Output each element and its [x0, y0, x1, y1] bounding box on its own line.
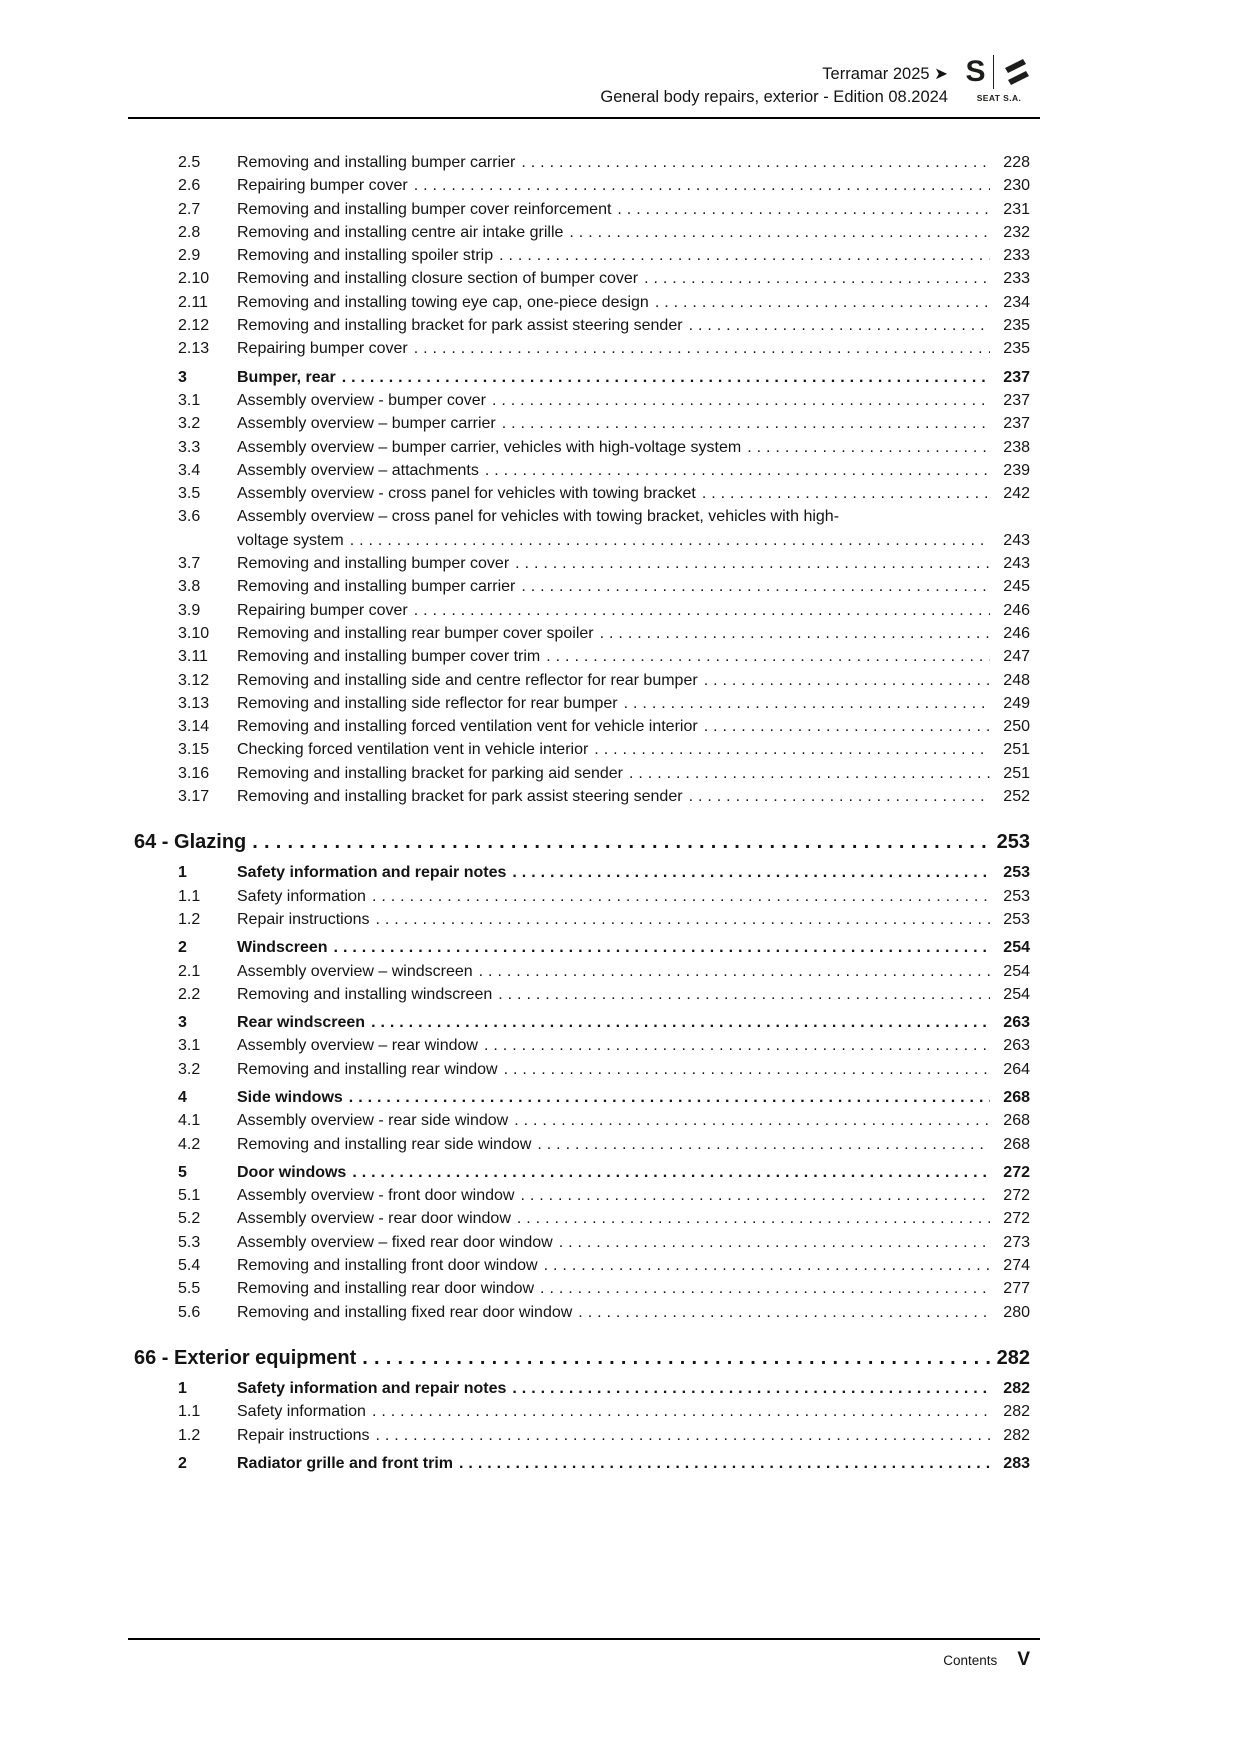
toc-entry-page-number: 254 — [1003, 962, 1030, 980]
toc-entry-page-number: 246 — [1003, 624, 1030, 642]
toc-entry-number: 2.2 — [178, 985, 201, 1003]
toc-entry-number: 3.3 — [178, 438, 201, 456]
s-letter-logo-icon: S — [965, 55, 986, 88]
toc-entry-row — [128, 908, 1040, 931]
dot-leader — [372, 885, 990, 908]
footer-page-number: V — [1017, 1649, 1030, 1670]
toc-entry-title: Windscreen — [237, 939, 328, 957]
toc-entry-row — [128, 669, 1040, 692]
dot-leader — [578, 1301, 990, 1324]
toc-entry-row — [128, 692, 1040, 715]
dot-leader — [537, 1133, 990, 1156]
toc-entry-title: Assembly overview - rear door window — [237, 1210, 511, 1228]
toc-entry-page-number: 237 — [1003, 368, 1030, 386]
toc-entry-title: Assembly overview – bumper carrier, vehicles with high-voltage system — [237, 438, 742, 456]
dot-leader — [352, 1161, 990, 1184]
toc-entry-title: Removing and installing front door window — [237, 1257, 538, 1275]
dot-leader — [689, 785, 990, 808]
toc-entry-row — [128, 244, 1040, 267]
toc-entry-page-number: 253 — [1003, 864, 1030, 882]
toc-entry-page-number: 282 — [1003, 1403, 1030, 1421]
toc-entry-number: 1.2 — [178, 910, 201, 928]
toc-entry-row — [128, 1452, 1040, 1475]
toc-entry-title: Assembly overview - rear side window — [237, 1112, 509, 1130]
toc-entry-row — [128, 1254, 1040, 1277]
toc-entry-title: Removing and installing closure section of bumper cover — [237, 270, 639, 288]
toc-entry-row — [128, 366, 1040, 389]
toc-entry-page-number: 280 — [1003, 1303, 1030, 1321]
toc-entry-number: 2.8 — [178, 223, 201, 241]
toc-entry-number: 3.10 — [178, 624, 210, 642]
dot-leader — [414, 337, 990, 360]
toc-entry-page-number: 253 — [996, 831, 1030, 854]
toc-entry-title: Repairing bumper cover — [237, 601, 408, 619]
toc-entry-row — [128, 505, 1040, 552]
toc-entry-row — [128, 1034, 1040, 1057]
dot-leader — [617, 198, 990, 221]
toc-entry-number: 5 — [178, 1163, 187, 1181]
toc-entry-number: 2.1 — [178, 962, 201, 980]
toc-entry-number: 3.13 — [178, 694, 210, 712]
dot-leader — [629, 762, 990, 785]
document-subtitle: General body repairs, exterior - Edition 08.2024 — [600, 88, 948, 106]
toc-entry-row — [128, 1086, 1040, 1109]
dot-leader — [514, 1109, 990, 1132]
dot-leader — [252, 829, 990, 856]
toc-entry-row — [128, 389, 1040, 412]
toc-entry-number: 3.5 — [178, 485, 201, 503]
toc-entry-number: 1.2 — [178, 1426, 201, 1444]
toc-entry-title: Removing and installing bumper cover trim — [237, 648, 541, 666]
dot-leader — [546, 645, 990, 668]
toc-entry-page-number: 274 — [1003, 1257, 1030, 1275]
toc-entry-row — [128, 762, 1040, 785]
toc-entry-number: 2.10 — [178, 270, 210, 288]
toc-entry-title: Removing and installing bracket for park assist steering sender — [237, 788, 683, 806]
toc-entry-number: 3.4 — [178, 461, 201, 479]
dot-leader — [689, 314, 990, 337]
toc-entry-number: 3.15 — [178, 741, 210, 759]
toc-entry-number: 3.1 — [178, 391, 201, 409]
dot-leader — [747, 436, 990, 459]
toc-entry-page-number: 268 — [1003, 1112, 1030, 1130]
toc-entry-number: 1 — [178, 1379, 187, 1397]
toc-entry-page-number: 237 — [1003, 391, 1030, 409]
toc-entry-page-number: 282 — [1003, 1379, 1030, 1397]
toc-entry-number: 5.4 — [178, 1257, 201, 1275]
toc-entry-page-number: 253 — [1003, 887, 1030, 905]
toc-entry-title: Removing and installing rear door window — [237, 1280, 535, 1298]
dot-leader — [702, 482, 990, 505]
dot-leader — [600, 622, 990, 645]
dot-leader — [504, 1058, 990, 1081]
toc-entry-page-number: 254 — [1003, 939, 1030, 957]
seat-logo-icon — [1001, 56, 1033, 88]
toc-entry-row — [128, 983, 1040, 1006]
dot-leader — [362, 1345, 990, 1372]
toc-entry-title: Repairing bumper cover — [237, 340, 408, 358]
toc-entry-number: 4 — [178, 1088, 187, 1106]
dot-leader — [459, 1452, 990, 1475]
toc-entry-title: Removing and installing side reflector for rear bumper — [237, 694, 618, 712]
toc-entry-row — [128, 337, 1040, 360]
toc-entry-row — [128, 1058, 1040, 1081]
toc-entry-row — [128, 198, 1040, 221]
toc-entry-number: 4.2 — [178, 1135, 201, 1153]
toc-entry-row — [128, 1231, 1040, 1254]
toc-entry-title: Checking forced ventilation vent in vehicle interior — [237, 741, 589, 759]
toc-entry-row — [128, 436, 1040, 459]
header-rule — [128, 117, 1040, 119]
toc-entry-number: 3 — [178, 368, 187, 386]
toc-entry-number: 5.3 — [178, 1233, 201, 1251]
toc-entry-page-number: 239 — [1003, 461, 1030, 479]
toc-entry-row — [128, 885, 1040, 908]
dot-leader — [517, 1207, 990, 1230]
toc-entry-title: Assembly overview – rear window — [237, 1037, 478, 1055]
document-model-title: Terramar 2025 ➤ — [822, 65, 948, 83]
dot-leader — [569, 221, 990, 244]
dot-leader — [540, 1277, 990, 1300]
toc-entry-page-number: 277 — [1003, 1280, 1030, 1298]
toc-entry-page-number: 253 — [1003, 910, 1030, 928]
toc-entry-number: 3.8 — [178, 578, 201, 596]
toc-entry-page-number: 272 — [1003, 1187, 1030, 1205]
toc-entry-page-number: 228 — [1003, 154, 1030, 171]
toc-entry-title: Bumper, rear — [237, 368, 336, 386]
toc-entry-number: 5.5 — [178, 1280, 201, 1298]
toc-entry-page-number: 252 — [1003, 788, 1030, 806]
toc-entry-number: 3 — [178, 1014, 187, 1032]
toc-entry-number: 2.5 — [178, 154, 201, 171]
toc-entry-row — [128, 1011, 1040, 1034]
toc-entry-page-number: 254 — [1003, 985, 1030, 1003]
toc-entry-number: 3.17 — [178, 788, 210, 806]
toc-entry-row — [128, 482, 1040, 505]
dot-leader — [644, 267, 990, 290]
toc-entry-row — [128, 738, 1040, 761]
toc-entry-page-number: 268 — [1003, 1088, 1030, 1106]
toc-entry-number: 2.11 — [178, 293, 208, 311]
toc-entry-row — [128, 221, 1040, 244]
toc-entry-page-number: 273 — [1003, 1233, 1030, 1251]
toc-entry-page-number: 282 — [1003, 1426, 1030, 1444]
footer-row — [128, 1640, 1040, 1671]
dot-leader — [334, 936, 990, 959]
toc-entry-page-number: 233 — [1003, 270, 1030, 288]
toc-entry-page-number: 249 — [1003, 694, 1030, 712]
header-text-block — [600, 63, 948, 109]
dot-leader — [594, 738, 990, 761]
dot-leader — [376, 1424, 991, 1447]
toc-entry-page-number: 248 — [1003, 671, 1030, 689]
dot-leader — [515, 552, 990, 575]
table-of-contents — [128, 151, 1040, 1475]
toc-entry-title: Rear windscreen — [237, 1014, 366, 1032]
toc-entry-body — [237, 505, 1030, 552]
toc-entry-title: Removing and installing windscreen — [237, 985, 493, 1003]
toc-entry-title: Assembly overview - front door window — [237, 1187, 515, 1205]
toc-entry-row — [128, 622, 1040, 645]
toc-entry-page-number: 242 — [1003, 485, 1030, 503]
toc-entry-number: 3.6 — [178, 508, 201, 526]
toc-entry-number: 3.11 — [178, 648, 208, 666]
toc-entry-number: 5.1 — [178, 1187, 201, 1205]
toc-entry-number: 2.7 — [178, 200, 201, 218]
toc-entry-row — [128, 785, 1040, 808]
dot-leader — [372, 1400, 990, 1423]
toc-entry-page-number: 235 — [1003, 340, 1030, 358]
toc-entry-row — [128, 1377, 1040, 1400]
dot-leader — [704, 715, 990, 738]
toc-entry-title: Repairing bumper cover — [237, 177, 408, 195]
brand-logo-block — [958, 54, 1040, 103]
dot-leader — [512, 861, 990, 884]
toc-entry-title: Removing and installing towing eye cap, one-piece design — [237, 293, 649, 311]
toc-entry-page-number: 250 — [1003, 718, 1030, 736]
toc-entry-row — [128, 314, 1040, 337]
toc-entry-number: 5.2 — [178, 1210, 201, 1228]
toc-entry-number: 4.1 — [178, 1112, 201, 1130]
toc-entry-title: 64 - Glazing — [134, 831, 247, 854]
toc-entry-number: 5.6 — [178, 1303, 201, 1321]
toc-entry-number: 2 — [178, 1454, 187, 1472]
toc-entry-page-number: 234 — [1003, 293, 1030, 311]
dot-leader — [655, 291, 990, 314]
toc-entry-title: Removing and installing rear window — [237, 1060, 498, 1078]
toc-entry-title-continued: voltage system — [237, 531, 344, 549]
toc-entry-row — [128, 599, 1040, 622]
toc-entry-row — [128, 645, 1040, 668]
dot-leader — [624, 692, 990, 715]
dot-leader — [521, 575, 990, 598]
dot-leader — [498, 983, 990, 1006]
toc-entry-row — [128, 1133, 1040, 1156]
toc-entry-row — [128, 861, 1040, 884]
dot-leader — [559, 1231, 990, 1254]
toc-entry-number: 1.1 — [178, 1403, 201, 1421]
toc-entry-title: Removing and installing bumper carrier — [237, 578, 516, 596]
logo-divider — [993, 55, 994, 89]
toc-entry-number: 3.2 — [178, 1060, 201, 1078]
toc-entry-row — [128, 151, 1040, 174]
toc-entry-title: Assembly overview - bumper cover — [237, 391, 486, 409]
dot-leader — [371, 1011, 990, 1034]
toc-entry-number: 3.2 — [178, 415, 201, 433]
toc-entry-page-number: 272 — [1003, 1210, 1030, 1228]
toc-entry-page-number: 263 — [1003, 1014, 1030, 1032]
toc-entry-page-number: 246 — [1003, 601, 1030, 619]
toc-entry-number: 3.7 — [178, 555, 201, 573]
toc-entry-page-number: 233 — [1003, 247, 1030, 265]
toc-entry-title-continuation — [237, 529, 1030, 552]
toc-entry-title: Assembly overview – attachments — [237, 461, 479, 479]
toc-entry-row — [128, 1277, 1040, 1300]
toc-entry-page-number: 235 — [1003, 317, 1030, 335]
toc-entry-page-number: 237 — [1003, 415, 1030, 433]
toc-entry-row — [128, 575, 1040, 598]
page-header — [128, 0, 1040, 119]
toc-entry-page-number: 263 — [1003, 1037, 1030, 1055]
toc-entry-page-number: 231 — [1003, 200, 1030, 218]
dot-leader — [414, 599, 990, 622]
toc-entry-title: Removing and installing side and centre reflector for rear bumper — [237, 671, 698, 689]
toc-entry-page-number: 251 — [1003, 741, 1030, 759]
toc-entry-number: 3.14 — [178, 718, 210, 736]
toc-entry-row — [128, 936, 1040, 959]
toc-entry-title: Repair instructions — [237, 910, 370, 928]
toc-entry-row — [128, 1109, 1040, 1132]
toc-entry-row — [128, 459, 1040, 482]
toc-entry-page-number: 247 — [1003, 648, 1030, 666]
toc-entry-row — [128, 715, 1040, 738]
footer-contents-label: Contents — [943, 1653, 998, 1668]
toc-entry-number: 3.16 — [178, 764, 210, 782]
toc-entry-title: Removing and installing spoiler strip — [237, 247, 494, 265]
toc-entry-page-number: 238 — [1003, 438, 1030, 456]
toc-entry-title: Removing and installing rear bumper cover spoiler — [237, 624, 594, 642]
toc-entry-number: 2.6 — [178, 177, 201, 195]
toc-entry-row — [128, 1424, 1040, 1447]
toc-entry-title: Removing and installing centre air intake grille — [237, 223, 564, 241]
dot-leader — [479, 960, 990, 983]
toc-chapter-row — [128, 829, 1040, 856]
toc-entry-number: 3.9 — [178, 601, 201, 619]
dot-leader — [512, 1377, 990, 1400]
toc-entry-page-number: 268 — [1003, 1135, 1030, 1153]
toc-entry-number: 1 — [178, 864, 187, 882]
toc-entry-row — [128, 1400, 1040, 1423]
toc-entry-row — [128, 174, 1040, 197]
dot-leader — [414, 174, 990, 197]
toc-entry-number: 2.9 — [178, 247, 201, 265]
toc-entry-title: Radiator grille and front trim — [237, 1454, 454, 1472]
toc-entry-number: 3.1 — [178, 1037, 201, 1055]
dot-leader — [485, 459, 990, 482]
toc-entry-title: 66 - Exterior equipment — [134, 1346, 357, 1369]
toc-entry-row — [128, 1184, 1040, 1207]
dot-leader — [350, 529, 990, 552]
dot-leader — [342, 366, 990, 389]
toc-entry-title: Removing and installing fixed rear door window — [237, 1303, 573, 1321]
dot-leader — [544, 1254, 990, 1277]
toc-entry-row — [128, 960, 1040, 983]
toc-entry-title: Assembly overview - cross panel for vehicles with towing bracket — [237, 485, 696, 503]
toc-entry-row — [128, 291, 1040, 314]
toc-entry-title: Safety information and repair notes — [237, 1379, 507, 1397]
toc-entry-row — [128, 552, 1040, 575]
toc-entry-row — [128, 267, 1040, 290]
dot-leader — [499, 244, 990, 267]
toc-entry-page-number: 243 — [1003, 531, 1030, 549]
toc-entry-title: Removing and installing bumper cover — [237, 555, 510, 573]
dot-leader — [521, 151, 990, 174]
toc-entry-page-number: 245 — [1003, 578, 1030, 596]
toc-entry-page-number: 272 — [1003, 1163, 1030, 1181]
toc-entry-title: Assembly overview – cross panel for vehicles with towing bracket, vehicles with high- — [237, 508, 840, 526]
toc-entry-row — [128, 1207, 1040, 1230]
toc-entry-page-number: 283 — [1003, 1454, 1030, 1472]
toc-entry-page-number: 282 — [996, 1346, 1030, 1369]
toc-chapter-row — [128, 1345, 1040, 1372]
toc-entry-title: Removing and installing bumper carrier — [237, 154, 516, 171]
toc-entry-number: 2 — [178, 939, 187, 957]
toc-entry-title: Removing and installing bumper cover reinforcement — [237, 200, 612, 218]
toc-entry-title: Side windows — [237, 1088, 343, 1106]
toc-entry-number: 1.1 — [178, 887, 201, 905]
toc-entry-title: Repair instructions — [237, 1426, 370, 1444]
toc-entry-page-number: 232 — [1003, 223, 1030, 241]
dot-leader — [520, 1184, 990, 1207]
dot-leader — [502, 412, 990, 435]
dot-leader — [492, 389, 990, 412]
toc-entry-title: Safety information — [237, 1403, 366, 1421]
dot-leader — [704, 669, 990, 692]
toc-entry-row — [128, 412, 1040, 435]
toc-entry-number: 2.12 — [178, 317, 210, 335]
toc-entry-title: Assembly overview – bumper carrier — [237, 415, 496, 433]
toc-entry-title: Removing and installing bracket for parking aid sender — [237, 764, 623, 782]
dot-leader — [376, 908, 991, 931]
toc-entry-title: Removing and installing forced ventilation vent for vehicle interior — [237, 718, 698, 736]
toc-entry-number: 2.13 — [178, 340, 210, 358]
toc-entry-title: Removing and installing bracket for park assist steering sender — [237, 317, 683, 335]
toc-entry-page-number: 264 — [1003, 1060, 1030, 1078]
toc-entry-title: Door windows — [237, 1163, 347, 1181]
toc-entry-page-number: 251 — [1003, 764, 1030, 782]
toc-entry-title: Assembly overview – fixed rear door window — [237, 1233, 553, 1251]
toc-entry-page-number: 243 — [1003, 555, 1030, 573]
toc-entry-row — [128, 1301, 1040, 1324]
dot-leader — [349, 1086, 990, 1109]
toc-entry-title: Safety information and repair notes — [237, 864, 507, 882]
brand-name-label: SEAT S.A. — [976, 93, 1022, 103]
toc-entry-title: Safety information — [237, 887, 366, 905]
dot-leader — [484, 1034, 990, 1057]
toc-entry-title: Removing and installing rear side window — [237, 1135, 532, 1153]
logo-row — [958, 54, 1040, 90]
toc-entry-title: Assembly overview – windscreen — [237, 962, 473, 980]
toc-entry-page-number: 230 — [1003, 177, 1030, 195]
page-footer — [128, 1638, 1040, 1671]
toc-entry-row — [128, 1161, 1040, 1184]
toc-entry-number: 3.12 — [178, 671, 210, 689]
